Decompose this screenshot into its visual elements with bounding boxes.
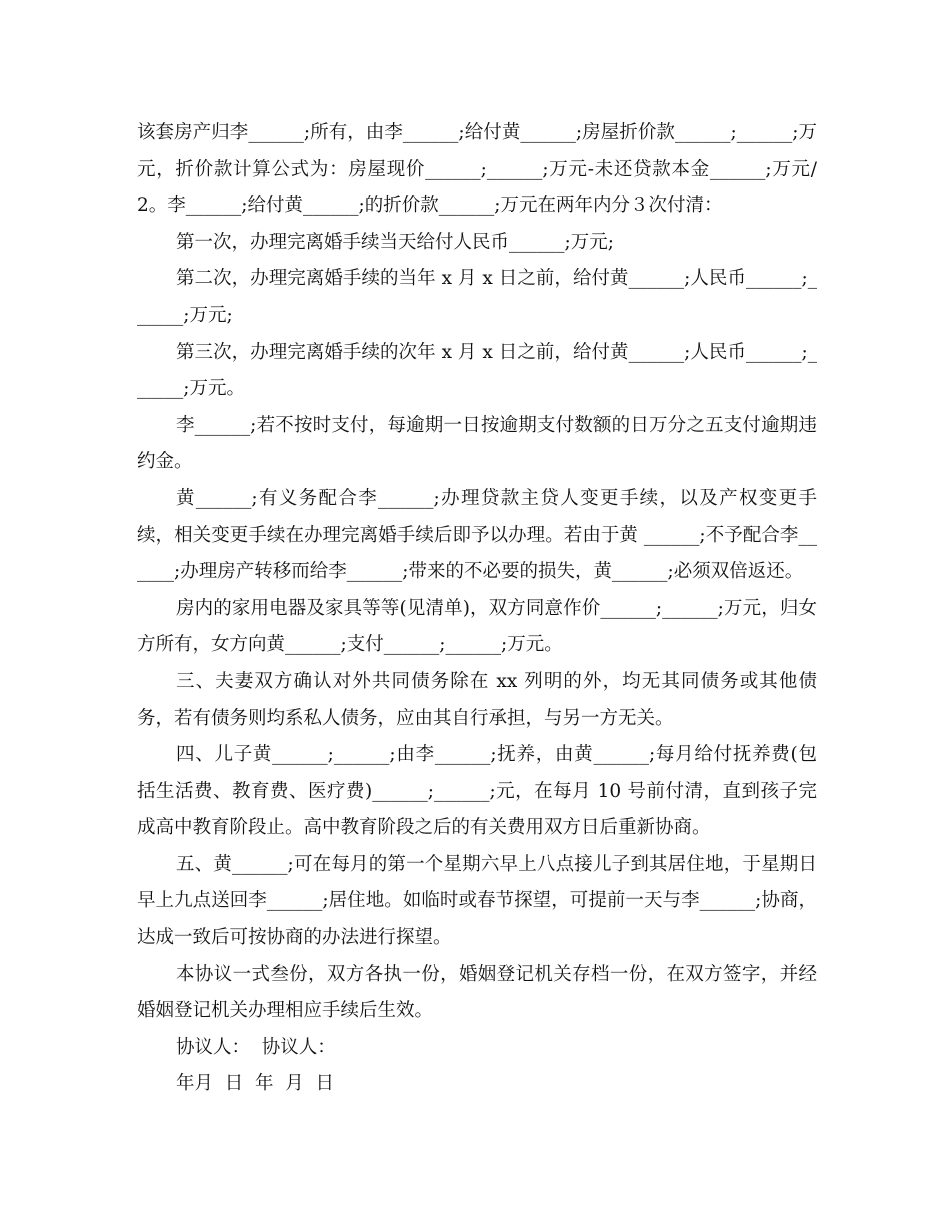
paragraph-furniture: 房内的家用电器及家具等等(见清单)，双方同意作价______;______;万元，归女方所有，女方向黄______;支付______;______;万元。 xyxy=(137,597,817,656)
paragraph-copies-effective: 本协议一式叁份，双方各执一份，婚姻登记机关存档一份，在双方签字，并经婚姻登记机关办理相应手续后生效。 xyxy=(137,963,817,1022)
paragraph-section-three-debts: 三、夫妻双方确认对外共同债务除在 xx 列明的外，均无其同债务或其他债务，若有债务则均系私人债务，应由其自行承担，与另一方无关。 xyxy=(137,670,817,729)
paragraph-property-ownership: 该套房产归李______;所有，由李______;给付黄______;房屋折价款______;______;万元，折价款计算公式为：房屋现价______;______;万元-未还贷款本金______;万元/2。李______;给付黄______;的折价款______;万元在两年内分３次付清： xyxy=(137,122,817,217)
signature-line: 协议人： 协议人： xyxy=(176,1036,336,1058)
paragraph-first-payment: 第一次，办理完离婚手续当天给付人民币______;万元; xyxy=(176,231,614,253)
paragraph-third-payment: 第三次，办理完离婚手续的次年 x 月 x 日之前，给付黄______;人民币______;______;万元。 xyxy=(137,341,817,400)
paragraph-late-penalty: 李______;若不按时支付，每逾期一日按逾期支付数额的日万分之五支付逾期违约金。 xyxy=(137,414,817,473)
agreement-body xyxy=(137,115,817,1103)
paragraph-second-payment: 第二次，办理完离婚手续的当年 x 月 x 日之前，给付黄______;人民币______;______;万元; xyxy=(137,268,817,326)
paragraph-section-four-custody: 四、儿子黄______;______;由李______;抚养，由黄______;每月给付抚养费(包括生活费、教育费、医疗费)______;______;元，在每月 10 号前付清，直到孩子完成高中教育阶段止。高中教育阶段之后的有关费用双方日后重新协商。 xyxy=(137,744,817,839)
paragraph-loan-transfer: 黄______;有义务配合李______;办理贷款主贷人变更手续，以及产权变更手续，相关变更手续在办理完离婚手续后即予以办理。若由于黄 ______;不予配合李______;办理房产转移而给李______;带来的不必要的损失，黄______;必须双倍返还。 xyxy=(137,487,817,583)
paragraph-section-five-visitation: 五、黄______;可在每月的第一个星期六早上八点接儿子到其居住地，于星期日早上九点送回李______;居住地。如临时或春节探望，可提前一天与李______;协商，达成一致后可按协商的办法进行探望。 xyxy=(137,853,817,949)
date-line: 年月 日 年 月 日 xyxy=(176,1073,335,1095)
